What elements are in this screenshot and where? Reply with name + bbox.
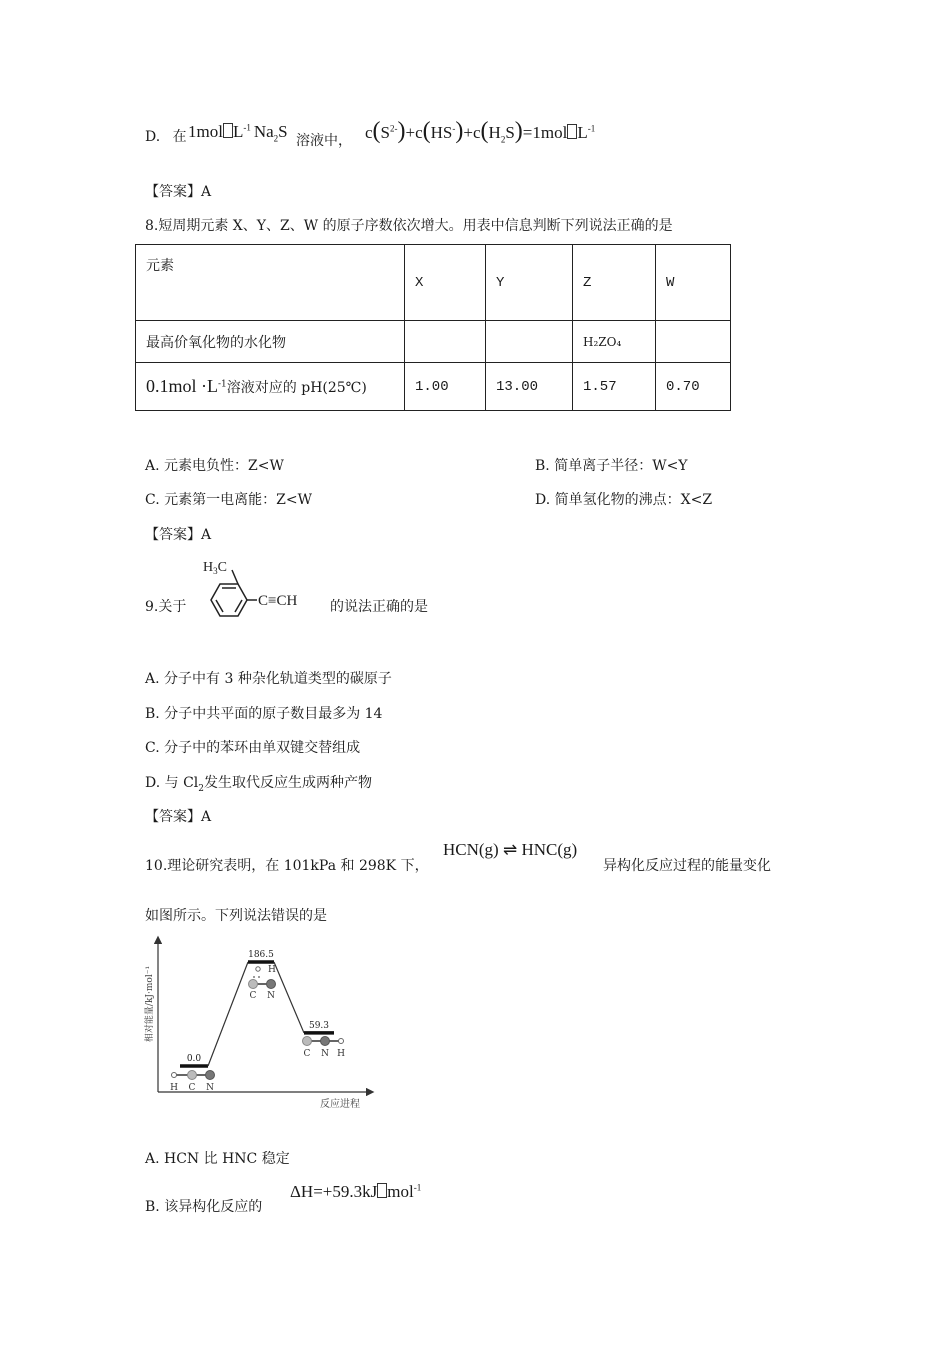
h-atom-icon [339,1039,344,1044]
atom-label: C [188,1083,196,1093]
n-atom-icon [321,1037,330,1046]
energy-level-hnc-label: 59.3 [308,1020,330,1031]
q10-option-b: B. 该异构化反应的 [145,1199,263,1215]
atom-label: C [249,991,257,1001]
q10-line2: 如图所示。下列说法错误的是 [145,908,327,924]
atom-label: N [321,1049,329,1059]
q8-stem: 8.短周期元素 X、Y、Z、W 的原子序数依次增大。用表中信息判断下列说法正确的是 [145,218,673,234]
table-cell: 元素 [136,245,405,321]
q9-option-c: C. 分子中的苯环由单双键交替组成 [145,740,361,756]
table-cell: Y [486,245,573,321]
q9-answer: 【答案】A [145,809,212,825]
q10-option-b-equation: ΔH=+59.3kJ mol$^{-1}$ [290,1182,422,1201]
table-cell [486,321,573,363]
c-atom-icon [188,1071,197,1080]
energy-diagram [140,932,380,1114]
table-row [136,245,731,321]
table-cell: 最高价氧化物的水化物 [136,321,405,363]
q8-option-b: B. 简单离子半径：W<Y [535,458,688,474]
table-cell: W [656,245,731,321]
atom-label: N [206,1083,214,1093]
q10-equation: HCN(g) ⇌ HNC(g) [443,840,578,859]
atom-label: H [268,965,276,975]
q8-option-a: A. 元素电负性：Z<W [145,458,284,474]
q7-equation: $c(S^{2-})+c(HS^-)+c(H_2S)=1mol$ $L^{-1}$ [365,118,596,145]
q9-prefix: 9.关于 [145,599,187,615]
table-cell [656,321,731,363]
reaction-path-segment [208,962,248,1066]
table-cell: Z [573,245,656,321]
h-atom-icon [172,1073,177,1078]
reaction-path-segment [274,962,304,1033]
q7-solution-text: 溶液中， [296,133,352,149]
table-cell: $0.1mol \cdot L^{-1}$溶液对应的 pH(25℃) [136,363,405,411]
q8-answer: 【答案】A [145,527,212,543]
q10-option-a: A. HCN 比 HNC 稳定 [145,1151,290,1167]
atom-label: N [267,991,275,1001]
c-atom-icon [303,1037,312,1046]
q10-prefix: 10.理论研究表明，在 101kPa 和 298K 下， [145,858,429,874]
q9-option-b: B. 分子中共平面的原子数目最多为 14 [145,706,383,722]
ethynyl-label: C≡CH [258,593,298,609]
c-atom-icon [249,980,258,989]
x-axis-label: 反应进程 [320,1099,360,1110]
q7-answer: 【答案】A [145,184,212,200]
m-methylphenylacetylene-structure [195,556,340,626]
energy-level-transition-state-label: 186.5 [248,950,274,960]
atom-label: C [303,1049,311,1059]
atom-label: H [337,1049,345,1059]
q9-option-d: D. 与 $Cl_2$发生取代反应生成两种产物 [145,775,372,794]
q10-suffix: 异构化反应过程的能量变化 [603,858,771,874]
q9-suffix: 的说法正确的是 [330,599,428,615]
table-cell [405,321,486,363]
n-atom-icon [206,1071,215,1080]
q8-option-d: D. 简单氢化物的沸点：X<Z [535,492,713,508]
q7-option-d: D. 在 [145,129,187,145]
q8-option-c: C. 元素第一电离能：Z<W [145,492,312,508]
h-atom-icon [256,967,260,971]
table-cell: 1.00 [405,363,486,411]
table-cell: 13.00 [486,363,573,411]
table-cell: X [405,245,486,321]
energy-level-hcn-label: 0.0 [186,1054,202,1064]
table-row [136,321,731,363]
methyl-label: $H_3C$ [203,560,227,576]
n-atom-icon [267,980,276,989]
q9-option-a: A. 分子中有 3 种杂化轨道类型的碳原子 [145,671,392,687]
table-cell: 1.57 [573,363,656,411]
table-row [136,363,731,411]
y-axis-label: 相对能量/kJ·mol⁻¹ [145,965,155,1043]
atom-label: H [170,1083,178,1093]
table-cell: H₂ZO₄ [573,321,656,363]
element-table [135,244,731,411]
table-cell: 0.70 [656,363,731,411]
q7-concentration: 1mol $L^{-1}$ $Na_2S$ [188,122,288,144]
